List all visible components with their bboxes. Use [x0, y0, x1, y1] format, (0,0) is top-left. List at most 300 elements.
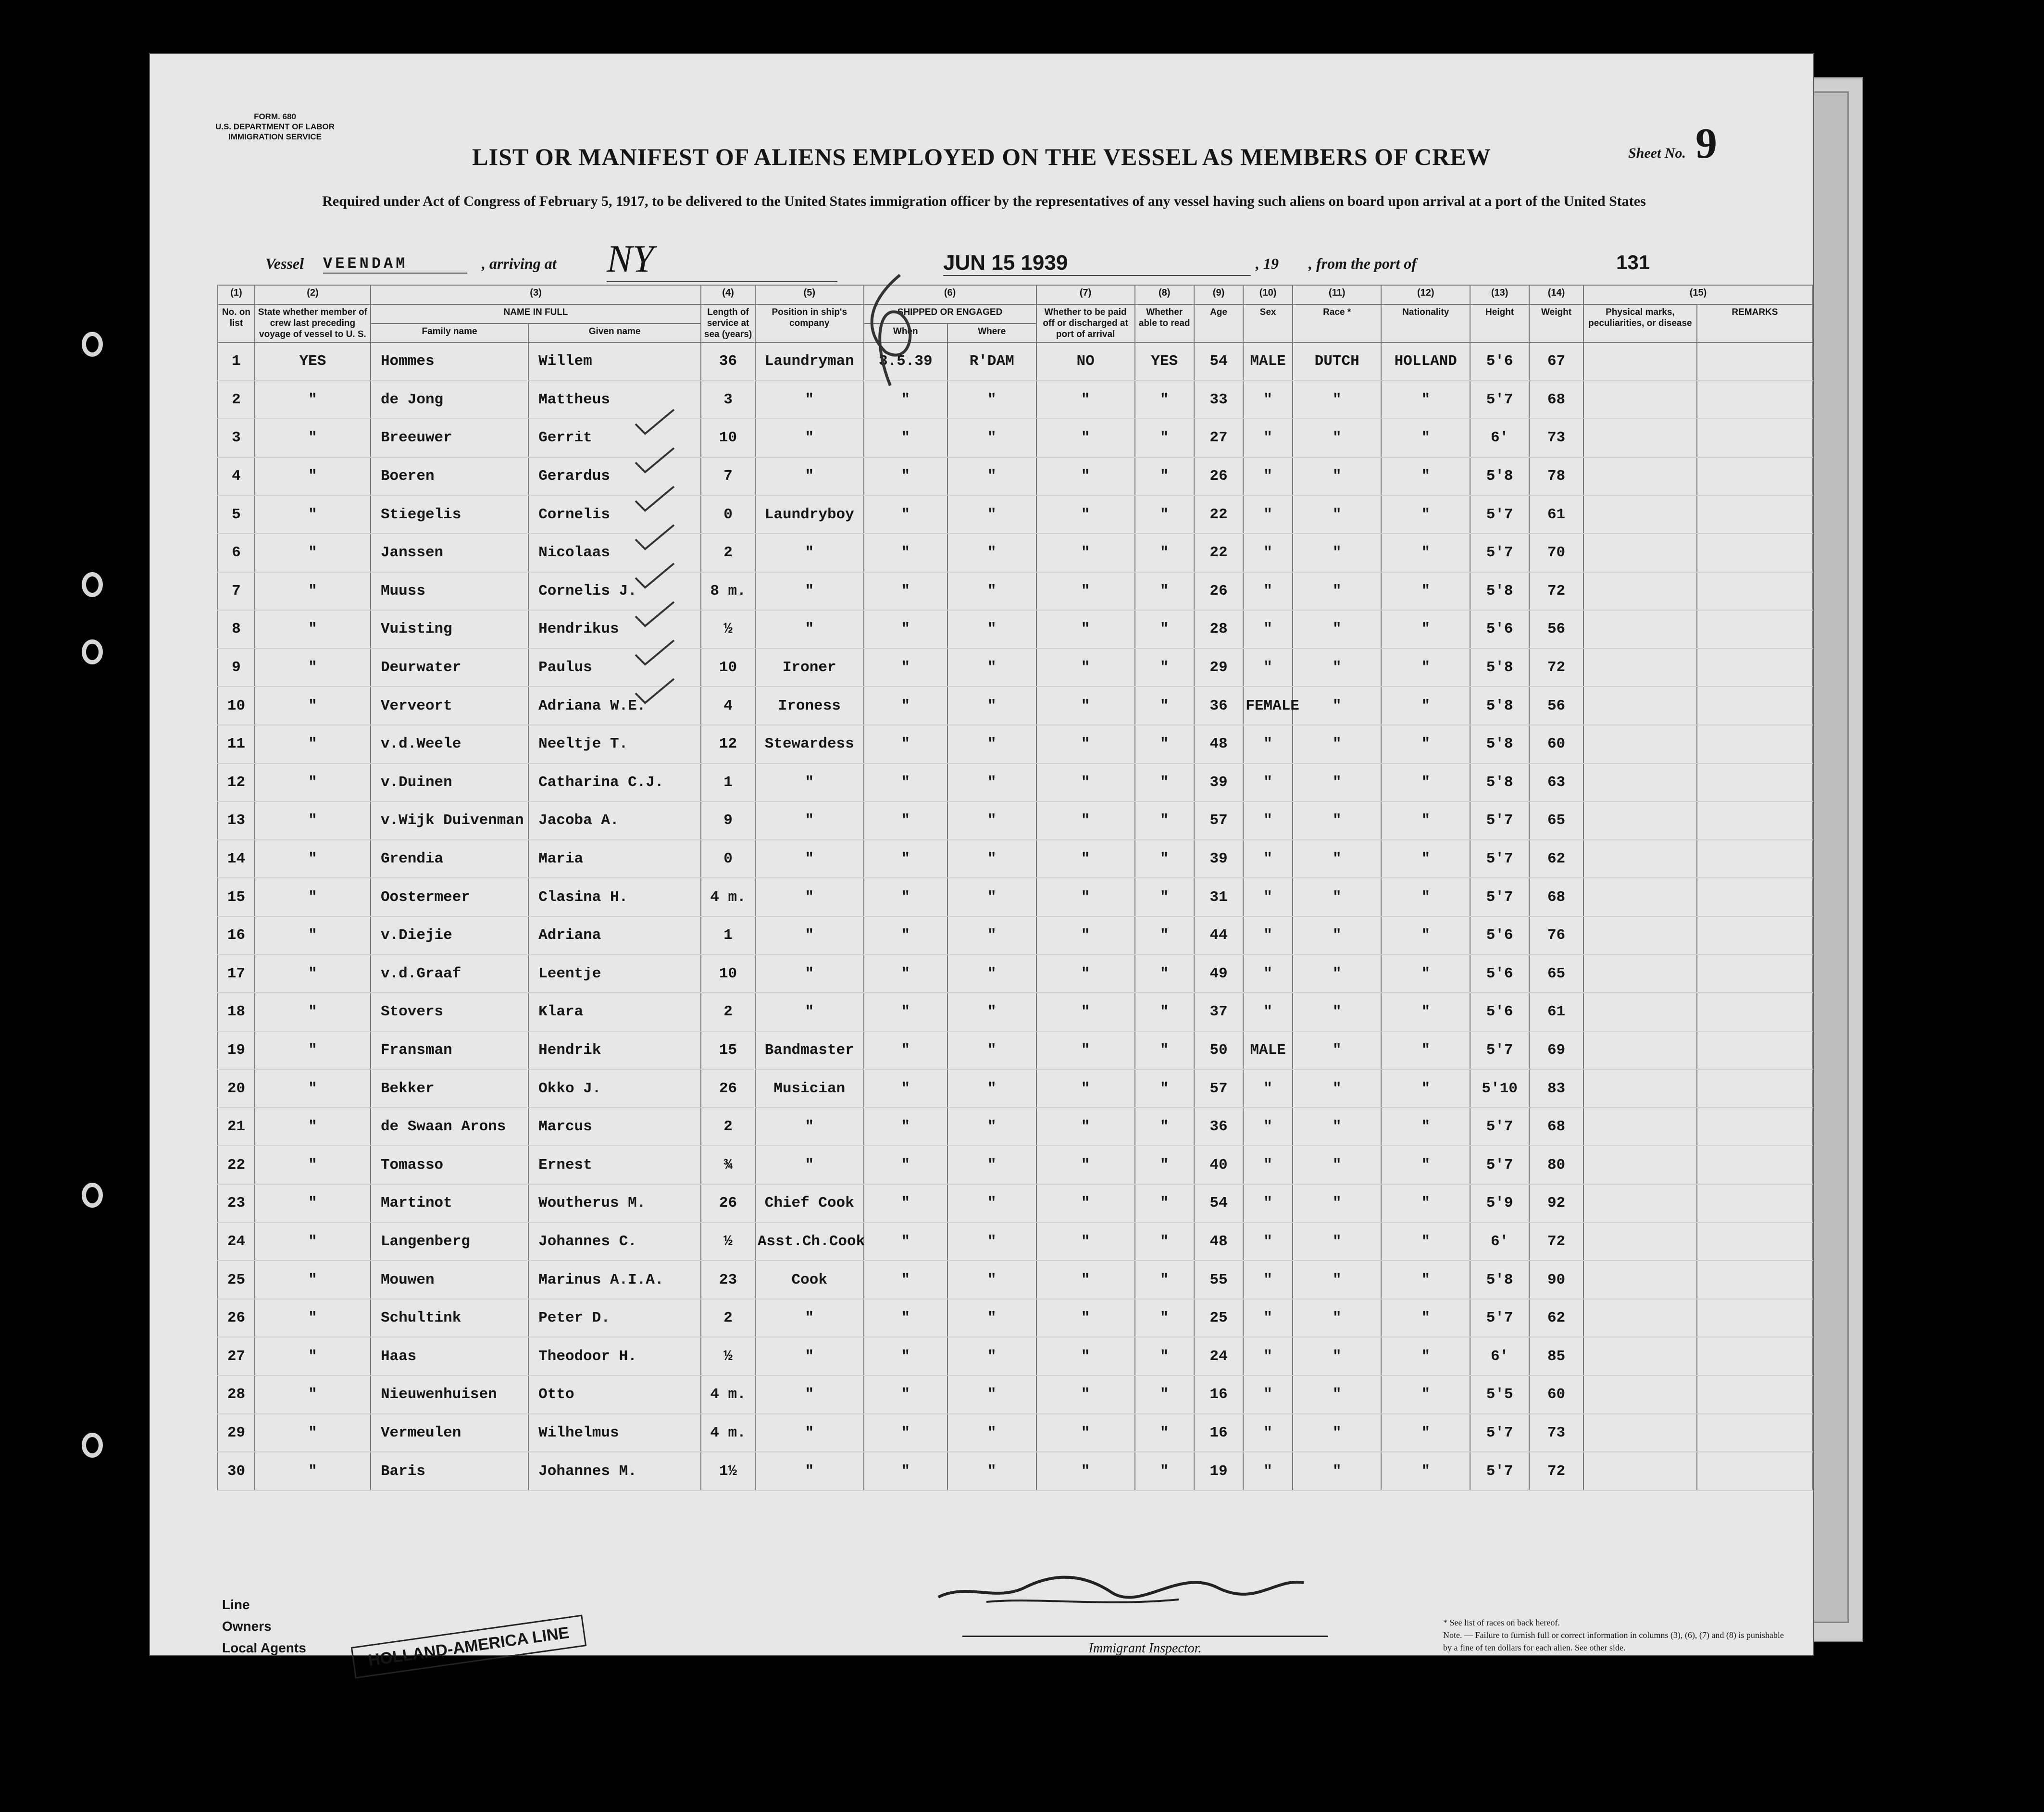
cell-previous-voyage: " — [255, 1223, 371, 1261]
cell-remarks — [1697, 801, 1813, 840]
cell-able-to-read: " — [1135, 1146, 1194, 1184]
cell-position: " — [755, 916, 864, 955]
cell-age: 39 — [1194, 763, 1244, 802]
cell-weight: 73 — [1529, 1414, 1583, 1452]
cell-sex: " — [1243, 1452, 1293, 1490]
cell-family-name: v.d.Graaf — [371, 955, 528, 993]
col-num: (7) — [1036, 285, 1135, 304]
cell-family-name: v.Duinen — [371, 763, 528, 802]
cell-shipped-when: " — [864, 495, 947, 534]
cell-shipped-when: " — [864, 1069, 947, 1108]
cell-paid-off: " — [1036, 572, 1135, 611]
cell-race: " — [1293, 1337, 1382, 1375]
cell-sex: " — [1243, 572, 1293, 611]
table-row — [218, 801, 1813, 840]
cell-shipped-when: " — [864, 687, 947, 725]
cell-row-number: 27 — [218, 1337, 255, 1375]
col-num: (13) — [1470, 285, 1529, 304]
cell-previous-voyage: " — [255, 419, 371, 457]
cell-weight: 72 — [1529, 1223, 1583, 1261]
cell-height: 5'6 — [1470, 916, 1529, 955]
cell-remarks — [1697, 572, 1813, 611]
cell-physical-marks — [1583, 1146, 1697, 1184]
cell-position: " — [755, 419, 864, 457]
cell-previous-voyage: " — [255, 1031, 371, 1070]
cell-length-of-service: 3 — [701, 381, 755, 419]
cell-sex: " — [1243, 534, 1293, 572]
cell-able-to-read: " — [1135, 725, 1194, 763]
cell-row-number: 9 — [218, 649, 255, 687]
cell-race: " — [1293, 916, 1382, 955]
cell-sex: FEMALE — [1243, 687, 1293, 725]
cell-row-number: 6 — [218, 534, 255, 572]
record-code: 131 — [1616, 251, 1650, 274]
cell-nationality: " — [1381, 1184, 1470, 1223]
cell-given-name: Mattheus — [528, 381, 701, 419]
cell-age: 37 — [1194, 993, 1244, 1031]
cell-race: " — [1293, 1452, 1382, 1490]
cell-previous-voyage: " — [255, 1337, 371, 1375]
cell-shipped-where: " — [947, 1299, 1036, 1337]
cell-shipped-when: " — [864, 801, 947, 840]
cell-age: 48 — [1194, 725, 1244, 763]
cell-able-to-read: " — [1135, 1414, 1194, 1452]
from-port-label: , from the port of — [1309, 255, 1417, 272]
cell-height: 5'6 — [1470, 955, 1529, 993]
cell-previous-voyage: " — [255, 1452, 371, 1490]
cell-remarks — [1697, 725, 1813, 763]
binder-hole — [82, 572, 103, 597]
cell-race: " — [1293, 495, 1382, 534]
cell-shipped-when: " — [864, 610, 947, 649]
header-age: Age — [1194, 304, 1244, 342]
cell-paid-off: " — [1036, 1452, 1135, 1490]
cell-given-name: Cornelis — [528, 495, 701, 534]
cell-previous-voyage: " — [255, 1108, 371, 1146]
form-header — [203, 112, 347, 142]
cell-nationality: " — [1381, 1108, 1470, 1146]
cell-given-name: Neeltje T. — [528, 725, 701, 763]
cell-height: 5'7 — [1470, 1146, 1529, 1184]
cell-weight: 68 — [1529, 1108, 1583, 1146]
cell-length-of-service: ½ — [701, 1223, 755, 1261]
cell-able-to-read: YES — [1135, 342, 1194, 381]
cell-weight: 68 — [1529, 878, 1583, 916]
cell-paid-off: " — [1036, 955, 1135, 993]
cell-shipped-when: " — [864, 1031, 947, 1070]
cell-position: " — [755, 381, 864, 419]
cell-shipped-when: " — [864, 1184, 947, 1223]
cell-remarks — [1697, 878, 1813, 916]
table-row — [218, 993, 1813, 1031]
cell-nationality: " — [1381, 572, 1470, 611]
cell-height: 5'5 — [1470, 1375, 1529, 1414]
cell-remarks — [1697, 993, 1813, 1031]
cell-remarks — [1697, 1146, 1813, 1184]
cell-row-number: 24 — [218, 1223, 255, 1261]
cell-shipped-where: " — [947, 1069, 1036, 1108]
table-row — [218, 572, 1813, 611]
cell-paid-off: " — [1036, 649, 1135, 687]
cell-height: 6' — [1470, 1337, 1529, 1375]
cell-shipped-when: " — [864, 725, 947, 763]
cell-length-of-service: 26 — [701, 1184, 755, 1223]
cell-given-name: Johannes C. — [528, 1223, 701, 1261]
cell-family-name: Deurwater — [371, 649, 528, 687]
cell-shipped-when: " — [864, 1337, 947, 1375]
cell-row-number: 4 — [218, 457, 255, 496]
cell-remarks — [1697, 1261, 1813, 1299]
table-row — [218, 1069, 1813, 1108]
cell-height: 5'7 — [1470, 534, 1529, 572]
cell-length-of-service: 10 — [701, 955, 755, 993]
cell-height: 5'6 — [1470, 342, 1529, 381]
cell-race: " — [1293, 840, 1382, 878]
year-label: , 19 — [1256, 255, 1279, 272]
cell-sex: " — [1243, 993, 1293, 1031]
cell-paid-off: " — [1036, 801, 1135, 840]
cell-age: 55 — [1194, 1261, 1244, 1299]
header-family-name: Family name — [371, 324, 528, 343]
cell-race: " — [1293, 1069, 1382, 1108]
cell-family-name: Langenberg — [371, 1223, 528, 1261]
arrival-date-stamp: JUN 15 1939 — [943, 251, 1251, 276]
cell-age: 57 — [1194, 1069, 1244, 1108]
cell-length-of-service: 4 m. — [701, 878, 755, 916]
cell-age: 26 — [1194, 457, 1244, 496]
cell-shipped-when: " — [864, 1108, 947, 1146]
cell-weight: 72 — [1529, 649, 1583, 687]
cell-given-name: Johannes M. — [528, 1452, 701, 1490]
cell-previous-voyage: " — [255, 725, 371, 763]
cell-length-of-service: 12 — [701, 725, 755, 763]
cell-remarks — [1697, 1452, 1813, 1490]
cell-length-of-service: 36 — [701, 342, 755, 381]
cell-family-name: Grendia — [371, 840, 528, 878]
cell-nationality: " — [1381, 1452, 1470, 1490]
cell-physical-marks — [1583, 1108, 1697, 1146]
cell-height: 5'8 — [1470, 457, 1529, 496]
cell-weight: 56 — [1529, 610, 1583, 649]
cell-remarks — [1697, 1108, 1813, 1146]
cell-family-name: Stovers — [371, 993, 528, 1031]
cell-position: Chief Cook — [755, 1184, 864, 1223]
col-num: (14) — [1529, 285, 1583, 304]
cell-position: " — [755, 955, 864, 993]
cell-race: " — [1293, 955, 1382, 993]
cell-sex: " — [1243, 649, 1293, 687]
header-when: When — [864, 324, 947, 343]
cell-row-number: 19 — [218, 1031, 255, 1070]
cell-shipped-when: " — [864, 1223, 947, 1261]
cell-age: 22 — [1194, 495, 1244, 534]
cell-shipped-when: " — [864, 572, 947, 611]
cell-weight: 76 — [1529, 916, 1583, 955]
cell-paid-off: " — [1036, 534, 1135, 572]
arriving-label: , arriving at — [482, 255, 557, 272]
header-nationality: Nationality — [1381, 304, 1470, 342]
cell-family-name: Janssen — [371, 534, 528, 572]
cell-paid-off: " — [1036, 878, 1135, 916]
cell-nationality: " — [1381, 801, 1470, 840]
cell-given-name: Leentje — [528, 955, 701, 993]
cell-given-name: Ernest — [528, 1146, 701, 1184]
table-row — [218, 725, 1813, 763]
cell-previous-voyage: " — [255, 649, 371, 687]
binder-hole — [82, 332, 103, 357]
cell-shipped-where: R'DAM — [947, 342, 1036, 381]
cell-age: 16 — [1194, 1375, 1244, 1414]
cell-paid-off: " — [1036, 1337, 1135, 1375]
cell-weight: 67 — [1529, 342, 1583, 381]
cell-position: " — [755, 1146, 864, 1184]
cell-length-of-service: 7 — [701, 457, 755, 496]
cell-length-of-service: 1½ — [701, 1452, 755, 1490]
col-num: (1) — [218, 285, 255, 304]
cell-family-name: Stiegelis — [371, 495, 528, 534]
cell-height: 5'7 — [1470, 1452, 1529, 1490]
cell-row-number: 3 — [218, 419, 255, 457]
cell-shipped-where: " — [947, 419, 1036, 457]
cell-family-name: v.d.Weele — [371, 725, 528, 763]
cell-sex: " — [1243, 1146, 1293, 1184]
cell-length-of-service: ½ — [701, 610, 755, 649]
cell-physical-marks — [1583, 495, 1697, 534]
cell-position: Asst.Ch.Cook — [755, 1223, 864, 1261]
cell-race: " — [1293, 878, 1382, 916]
cell-row-number: 8 — [218, 610, 255, 649]
cell-weight: 60 — [1529, 725, 1583, 763]
cell-row-number: 13 — [218, 801, 255, 840]
cell-nationality: " — [1381, 1375, 1470, 1414]
cell-remarks — [1697, 1069, 1813, 1108]
cell-age: 24 — [1194, 1337, 1244, 1375]
table-row — [218, 419, 1813, 457]
cell-length-of-service: 4 m. — [701, 1414, 755, 1452]
binder-hole — [82, 1183, 103, 1208]
cell-nationality: " — [1381, 381, 1470, 419]
cell-nationality: " — [1381, 610, 1470, 649]
cell-position: Cook — [755, 1261, 864, 1299]
footnote-races: * See list of races on back hereof. — [1443, 1618, 1560, 1627]
form-number: FORM. 680 — [254, 112, 296, 121]
cell-sex: " — [1243, 495, 1293, 534]
cell-previous-voyage: " — [255, 381, 371, 419]
cell-physical-marks — [1583, 1299, 1697, 1337]
cell-shipped-when: " — [864, 1452, 947, 1490]
cell-remarks — [1697, 687, 1813, 725]
cell-weight: 65 — [1529, 955, 1583, 993]
header-name-in-full: NAME IN FULL — [371, 304, 701, 324]
cell-previous-voyage: " — [255, 878, 371, 916]
cell-race: " — [1293, 1261, 1382, 1299]
cell-given-name: Maria — [528, 840, 701, 878]
cell-row-number: 15 — [218, 878, 255, 916]
cell-nationality: " — [1381, 1223, 1470, 1261]
cell-shipped-where: " — [947, 1261, 1036, 1299]
cell-position: Ironess — [755, 687, 864, 725]
cell-sex: " — [1243, 1375, 1293, 1414]
cell-paid-off: " — [1036, 610, 1135, 649]
cell-length-of-service: 2 — [701, 1299, 755, 1337]
cell-sex: " — [1243, 1184, 1293, 1223]
cell-shipped-where: " — [947, 1146, 1036, 1184]
cell-row-number: 7 — [218, 572, 255, 611]
service-name: IMMIGRATION SERVICE — [228, 132, 322, 141]
cell-race: " — [1293, 610, 1382, 649]
footnote — [1443, 1616, 1789, 1654]
cell-shipped-when: " — [864, 1261, 947, 1299]
cell-sex: " — [1243, 419, 1293, 457]
cell-nationality: " — [1381, 495, 1470, 534]
table-row — [218, 381, 1813, 419]
cell-given-name: Adriana W.E. — [528, 687, 701, 725]
holland-america-stamp: HOLLAND-AMERICA LINE — [351, 1615, 586, 1679]
cell-previous-voyage: " — [255, 916, 371, 955]
table-row — [218, 1223, 1813, 1261]
local-agents-label: Local Agents — [222, 1640, 306, 1655]
cell-remarks — [1697, 381, 1813, 419]
vessel-label: Vessel — [265, 255, 304, 272]
cell-height: 5'7 — [1470, 801, 1529, 840]
cell-nationality: HOLLAND — [1381, 342, 1470, 381]
cell-shipped-when: " — [864, 955, 947, 993]
cell-race: " — [1293, 725, 1382, 763]
cell-remarks — [1697, 342, 1813, 381]
cell-weight: 85 — [1529, 1337, 1583, 1375]
cell-physical-marks — [1583, 993, 1697, 1031]
cell-race: " — [1293, 801, 1382, 840]
cell-physical-marks — [1583, 1375, 1697, 1414]
col-num: (9) — [1194, 285, 1244, 304]
cell-family-name: Schultink — [371, 1299, 528, 1337]
cell-previous-voyage: " — [255, 840, 371, 878]
cell-weight: 70 — [1529, 534, 1583, 572]
cell-length-of-service: 8 m. — [701, 572, 755, 611]
cell-family-name: Breeuwer — [371, 419, 528, 457]
cell-weight: 61 — [1529, 993, 1583, 1031]
cell-physical-marks — [1583, 1337, 1697, 1375]
cell-shipped-when: " — [864, 840, 947, 878]
footnote-penalty: Note. — Failure to furnish full or correct information in columns (3), (6), (7) and (8) is punishable by a fine of ten dollars for each alien. See other side. — [1443, 1630, 1784, 1652]
cell-race: " — [1293, 1223, 1382, 1261]
table-row — [218, 495, 1813, 534]
cell-height: 5'9 — [1470, 1184, 1529, 1223]
cell-shipped-where: " — [947, 801, 1036, 840]
cell-paid-off: " — [1036, 1414, 1135, 1452]
cell-shipped-where: " — [947, 993, 1036, 1031]
col-num: (2) — [255, 285, 371, 304]
cell-weight: 62 — [1529, 1299, 1583, 1337]
cell-sex: " — [1243, 1108, 1293, 1146]
cell-weight: 72 — [1529, 572, 1583, 611]
hand-scribble — [842, 270, 938, 395]
cell-family-name: Baris — [371, 1452, 528, 1490]
cell-physical-marks — [1583, 801, 1697, 840]
cell-length-of-service: 0 — [701, 495, 755, 534]
cell-able-to-read: " — [1135, 878, 1194, 916]
cell-shipped-where: " — [947, 572, 1036, 611]
cell-shipped-when: " — [864, 763, 947, 802]
cell-race: " — [1293, 763, 1382, 802]
cell-weight: 83 — [1529, 1069, 1583, 1108]
cell-row-number: 20 — [218, 1069, 255, 1108]
cell-shipped-where: " — [947, 649, 1036, 687]
cell-able-to-read: " — [1135, 1223, 1194, 1261]
cell-given-name: Adriana — [528, 916, 701, 955]
col-num: (4) — [701, 285, 755, 304]
cell-row-number: 2 — [218, 381, 255, 419]
cell-position: " — [755, 993, 864, 1031]
cell-able-to-read: " — [1135, 1184, 1194, 1223]
cell-sex: MALE — [1243, 342, 1293, 381]
cell-paid-off: " — [1036, 1261, 1135, 1299]
cell-age: 57 — [1194, 801, 1244, 840]
cell-remarks — [1697, 610, 1813, 649]
cell-previous-voyage: " — [255, 1414, 371, 1452]
cell-position: Bandmaster — [755, 1031, 864, 1070]
cell-race: " — [1293, 381, 1382, 419]
cell-paid-off: " — [1036, 763, 1135, 802]
cell-previous-voyage: " — [255, 1069, 371, 1108]
cell-age: 33 — [1194, 381, 1244, 419]
cell-nationality: " — [1381, 649, 1470, 687]
cell-given-name: Okko J. — [528, 1069, 701, 1108]
cell-weight: 69 — [1529, 1031, 1583, 1070]
cell-family-name: Verveort — [371, 687, 528, 725]
header-remarks: REMARKS — [1697, 304, 1813, 342]
cell-able-to-read: " — [1135, 955, 1194, 993]
cell-shipped-where: " — [947, 1108, 1036, 1146]
cell-given-name: Klara — [528, 993, 701, 1031]
cell-shipped-when: " — [864, 649, 947, 687]
cell-paid-off: " — [1036, 1184, 1135, 1223]
binder-hole — [82, 1433, 103, 1458]
cell-paid-off: " — [1036, 725, 1135, 763]
cell-nationality: " — [1381, 1414, 1470, 1452]
cell-previous-voyage: YES — [255, 342, 371, 381]
cell-age: 29 — [1194, 649, 1244, 687]
cell-physical-marks — [1583, 725, 1697, 763]
cell-able-to-read: " — [1135, 916, 1194, 955]
column-header-row — [218, 304, 1813, 324]
cell-physical-marks — [1583, 955, 1697, 993]
cell-given-name: Gerardus — [528, 457, 701, 496]
table-row — [218, 649, 1813, 687]
binder-hole — [82, 639, 103, 664]
table-row — [218, 1184, 1813, 1223]
table-row — [218, 610, 1813, 649]
cell-race: " — [1293, 1414, 1382, 1452]
cell-given-name: Cornelis J. — [528, 572, 701, 611]
cell-family-name: Vuisting — [371, 610, 528, 649]
cell-sex: " — [1243, 1337, 1293, 1375]
cell-sex: " — [1243, 725, 1293, 763]
cell-shipped-where: " — [947, 763, 1036, 802]
cell-shipped-when: " — [864, 1299, 947, 1337]
cell-paid-off: " — [1036, 1299, 1135, 1337]
inspector-signature — [929, 1554, 1313, 1612]
cell-length-of-service: 1 — [701, 763, 755, 802]
cell-position: " — [755, 840, 864, 878]
cell-physical-marks — [1583, 1069, 1697, 1108]
cell-position: " — [755, 878, 864, 916]
cell-previous-voyage: " — [255, 763, 371, 802]
cell-previous-voyage: " — [255, 1184, 371, 1223]
manifest-rows — [218, 342, 1813, 1490]
cell-shipped-when: " — [864, 993, 947, 1031]
cell-height: 5'8 — [1470, 1261, 1529, 1299]
